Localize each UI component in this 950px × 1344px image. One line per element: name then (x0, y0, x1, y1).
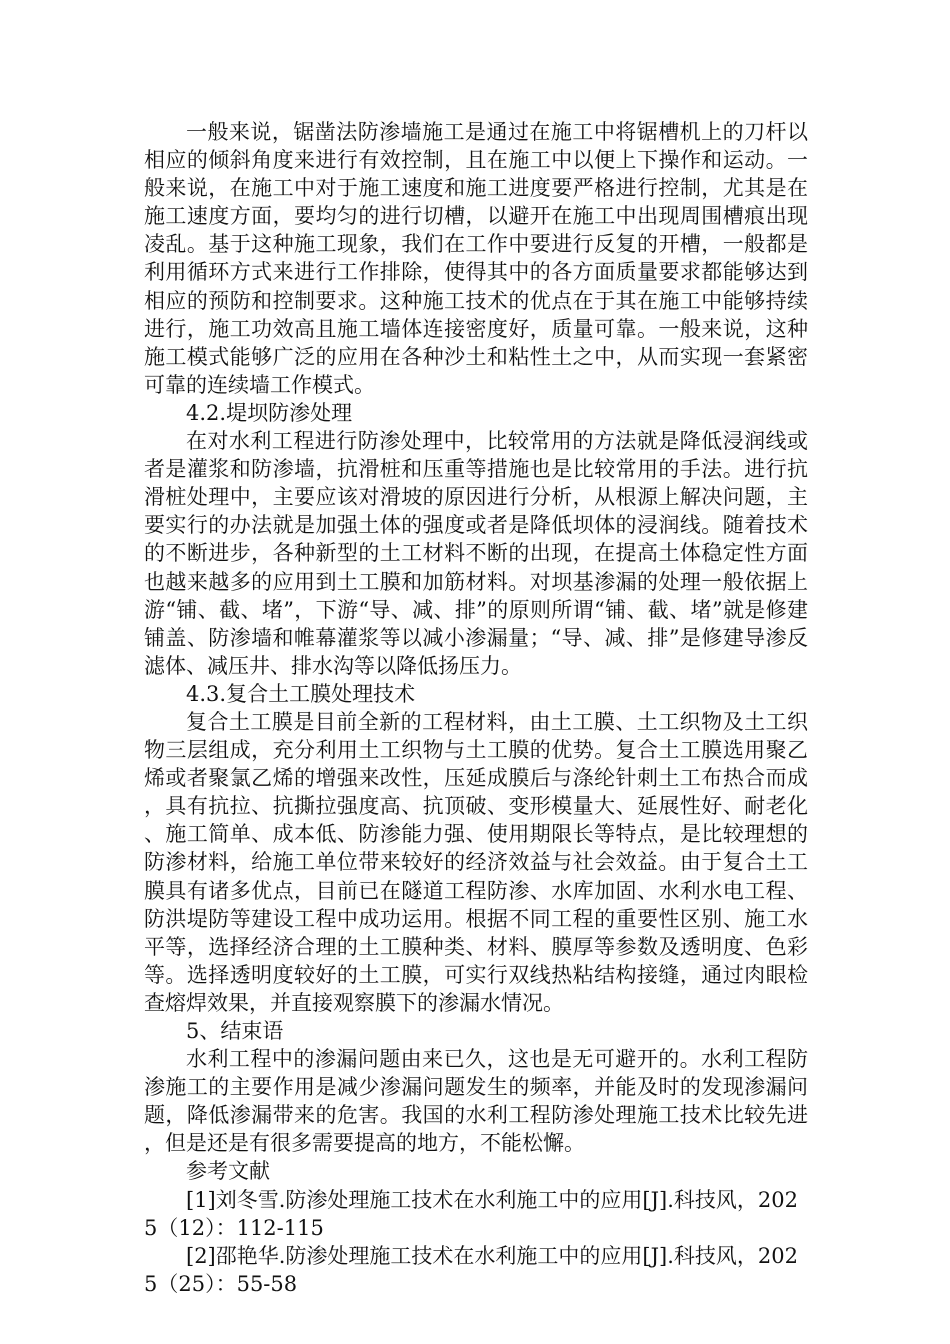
document-page (144, 118, 808, 1298)
section-heading-4-2: 4.2.堤坝防渗处理 (186, 400, 353, 425)
references-title: 参考文献 (186, 1159, 270, 1184)
paragraph-dam-seepage: 在对水利工程进行防渗处理中，比较常用的方法就是降低浸润线或者是灌浆和防渗墙，抗滑桩和压重等措施也是比较常用的手法。进行抗滑桩处理中，主要应该对滑坡的原因进行分析，从根源上解决问题，主要实行的办法就是加强土体的强度或者是降低坝体的浸润线。随着技术的不断进步，各种新型的土工材料不断的出现，在提高土体稳定性方面也越来越多的应用到土工膜和加筋材料。对坝基渗漏的处理一般依据上游“铺、截、堵”，下游“导、减、排”的原则所谓“铺、截、堵”就是修建铺盖、防渗墙和帷幕灌浆等以减小渗漏量；“导、减、排”是修建导渗反滤体、减压井、排水沟等以降低扬压力。 (144, 429, 808, 678)
paragraph-geomembrane: 复合土工膜是目前全新的工程材料，由土工膜、土工织物及土工织物三层组成，充分利用土工织物与土工膜的优势。复合土工膜选用聚乙烯或者聚氯乙烯的增强来改性，压延成膜后与涤纶针刺土工布热合而成，具有抗拉、抗撕拉强度高、抗顶破、变形模量大、延展性好、耐老化、施工简单、成本低、防渗能力强、使用期限长等特点，是比较理想的防渗材料，给施工单位带来较好的经济效益与社会效益。由于复合土工膜具有诸多优点，目前已在隧道工程防渗、水库加固、水利水电工程、防洪堤防等建设工程中成功运用。根据不同工程的重要性区别、施工水平等，选择经济合理的土工膜种类、材料、膜厚等参数及透明度、色彩等。选择透明度较好的土工膜，可实行双线热粘结构接缝，通过肉眼检查熔焊效果，并直接观察膜下的渗漏水情况。 (144, 709, 808, 1015)
section-heading-5: 5、结束语 (186, 1019, 284, 1043)
reference-item: [1]刘冬雪.防渗处理施工技术在水利施工中的应用[J].科技风，2025（12）：112-115 (144, 1187, 798, 1240)
paragraph-conclusion: 水利工程中的渗漏问题由来已久，这也是无可避开的。水利工程防渗施工的主要作用是减少渗漏问题发生的频率，并能及时的发现渗漏问题，降低渗漏带来的危害。我国的水利工程防渗处理施工技术比较先进，但是还是有很多需要提高的地方，不能松懈。 (144, 1047, 808, 1156)
section-heading-4-3: 4.3.复合土工膜处理技术 (186, 681, 416, 706)
paragraph-saw-trench-method: 一般来说，锯凿法防渗墙施工是通过在施工中将锯槽机上的刀杆以相应的倾斜角度来进行有效控制，且在施工中以便上下操作和运动。一般来说，在施工中对于施工速度和施工进度要严格进行控制，尤其是在施工速度方面，要均匀的进行切槽，以避开在施工中出现周围槽痕出现凌乱。基于这种施工现象，我们在工作中要进行反复的开槽，一般都是利用循环方式来进行工作排除，使得其中的各方面质量要求都能够达到相应的预防和控制要求。这种施工技术的优点在于其在施工中能够持续进行，施工功效高且施工墙体连接密度好，质量可靠。一般来说，这种施工模式能够广泛的应用在各种沙土和粘性土之中，从而实现一套紧密可靠的连续墙工作模式。 (144, 120, 808, 397)
reference-item: [2]邵艳华.防渗处理施工技术在水利施工中的应用[J].科技风，2025（25）：55-58 (144, 1243, 798, 1296)
